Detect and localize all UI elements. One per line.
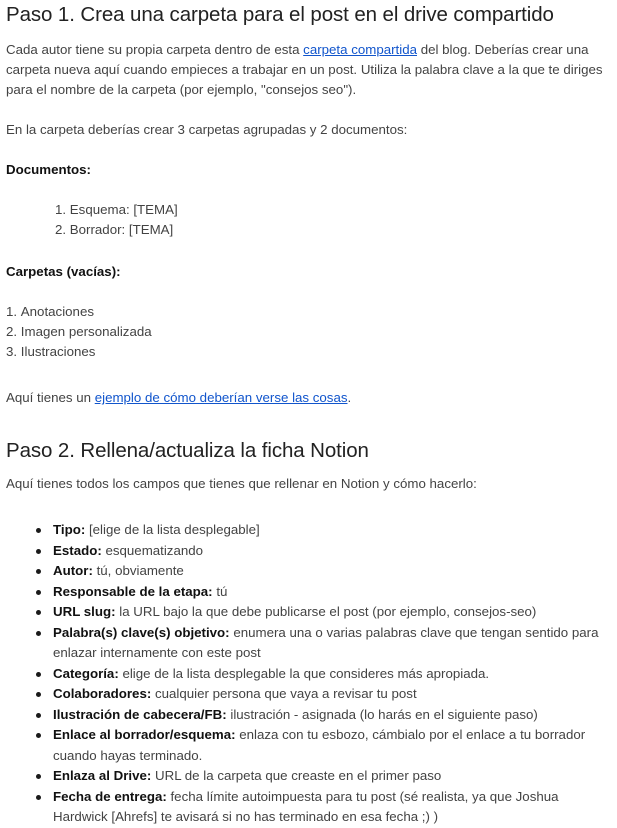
list-item [6, 623, 609, 664]
example-link[interactable]: ejemplo de cómo deberían verse las cosas [94, 390, 348, 405]
list-item [6, 705, 609, 726]
list-item [6, 541, 609, 562]
field-value: enumera una o varias palabras clave que tengan sentido para enlazar internamente con este post [53, 624, 599, 660]
list-marker: 2. [6, 324, 18, 339]
field-value: la URL bajo la que debe publicarse el post (por ejemplo, consejos-seo) [115, 604, 537, 619]
field-value: tú [212, 583, 228, 599]
documentos-list [6, 200, 609, 240]
list-item-label: Ilustraciones [20, 344, 96, 359]
shared-folder-link[interactable]: carpeta compartida [303, 42, 417, 57]
field-label: Tipo: [53, 522, 86, 537]
example-text-before-link: Aquí tienes un [6, 390, 95, 405]
list-item [6, 322, 609, 342]
field-label: Estado: [53, 542, 102, 558]
list-item [6, 561, 609, 582]
example-paragraph [6, 388, 609, 408]
bullet-icon [36, 590, 41, 595]
field-value: tú, obviamente [92, 563, 184, 578]
bullet-icon [36, 610, 41, 615]
list-item [6, 582, 609, 603]
carpetas-list [6, 302, 609, 362]
spacer [6, 408, 609, 438]
list-marker: 2. [55, 222, 67, 237]
spacer [6, 362, 609, 388]
step-1-heading: Paso 1. Crea una carpeta para el post en el drive compartido [6, 3, 554, 26]
example-text-after-link: . [347, 390, 352, 405]
spacer [6, 28, 609, 40]
bullet-icon [36, 713, 41, 718]
step-2-heading: Paso 2. Rellena/actualiza la ficha Notion [6, 439, 369, 462]
step-1-intro-paragraph [6, 40, 609, 100]
list-item [6, 602, 609, 623]
field-value: [elige de la lista desplegable] [85, 522, 260, 537]
list-item [6, 520, 609, 541]
bullet-icon [36, 549, 41, 554]
intro-text-before-link: Cada autor tiene su propia carpeta dentro de esta [6, 42, 304, 57]
list-item-label: Imagen personalizada [20, 324, 152, 339]
field-label: Fecha de entrega: [53, 788, 167, 804]
list-item-label: Borrador: [TEMA] [69, 222, 174, 237]
spacer [6, 100, 609, 120]
field-label: Responsable de la etapa: [53, 583, 213, 599]
list-item [6, 220, 609, 240]
spacer [6, 494, 609, 520]
list-item [6, 664, 609, 685]
field-label: Colaboradores: [53, 686, 152, 701]
field-value: fecha límite autoimpuesta para tu post (sé realista, ya que Joshua Hardwick [Ahrefs] te avisará si no has terminado en esa fecha ;) ) [53, 788, 559, 824]
field-label: Palabra(s) clave(s) objetivo: [53, 624, 230, 640]
field-value: URL de la carpeta que creaste en el primer paso [151, 768, 442, 783]
bullet-icon [36, 692, 41, 697]
list-item [6, 787, 609, 828]
bullet-icon [36, 528, 41, 533]
field-label: Enlaza al Drive: [53, 768, 152, 783]
bullet-icon [36, 795, 41, 800]
field-label: Enlace al borrador/esquema: [53, 727, 236, 742]
list-item [6, 725, 609, 766]
list-item-label: Esquema: [TEMA] [69, 202, 178, 217]
documentos-label: Documentos: [6, 162, 91, 177]
field-label: URL slug: [53, 604, 116, 619]
bullet-icon [36, 631, 41, 636]
field-label: Autor: [53, 563, 93, 578]
notion-fields-list [6, 520, 609, 828]
list-item [6, 200, 609, 220]
list-marker: 1. [6, 304, 18, 319]
spacer [6, 282, 609, 302]
field-label: Ilustración de cabecera/FB: [53, 706, 227, 722]
field-value: elige de la lista desplegable la que consideres más apropiada. [118, 665, 490, 681]
list-item [6, 684, 609, 705]
list-marker: 1. [55, 202, 67, 217]
list-item [6, 766, 609, 787]
field-value: enlaza con tu esbozo, cámbialo por el enlace a tu borrador cuando hayas terminado. [53, 727, 586, 763]
spacer [6, 180, 609, 200]
list-item [6, 302, 609, 322]
structure-line: En la carpeta deberías crear 3 carpetas agrupadas y 2 documentos: [6, 122, 408, 137]
field-label: Categoría: [53, 665, 119, 681]
spacer [6, 464, 609, 474]
field-value: ilustración - asignada (lo harás en el siguiente paso) [226, 706, 538, 722]
list-item [6, 342, 609, 362]
field-value: cualquier persona que vaya a revisar tu post [151, 686, 417, 701]
document-body [0, 2, 617, 828]
spacer [6, 140, 609, 160]
bullet-icon [36, 569, 41, 574]
list-marker: 3. [6, 344, 18, 359]
spacer [6, 240, 609, 262]
bullet-icon [36, 733, 41, 738]
step-2-intro-paragraph: Aquí tienes todos los campos que tienes que rellenar en Notion y cómo hacerlo: [6, 476, 477, 491]
carpetas-label: Carpetas (vacías): [6, 264, 121, 279]
field-value: esquematizando [101, 542, 204, 558]
list-item-label: Anotaciones [20, 304, 94, 319]
intro-text-after-link: del blog. Deberías crear una carpeta nueva aquí cuando empieces a trabajar en un post. Utiliza la palabra clave a la que te diriges para el nombre de la carpeta (por ejemplo, "consejos seo"). [6, 42, 603, 97]
bullet-icon [36, 672, 41, 677]
